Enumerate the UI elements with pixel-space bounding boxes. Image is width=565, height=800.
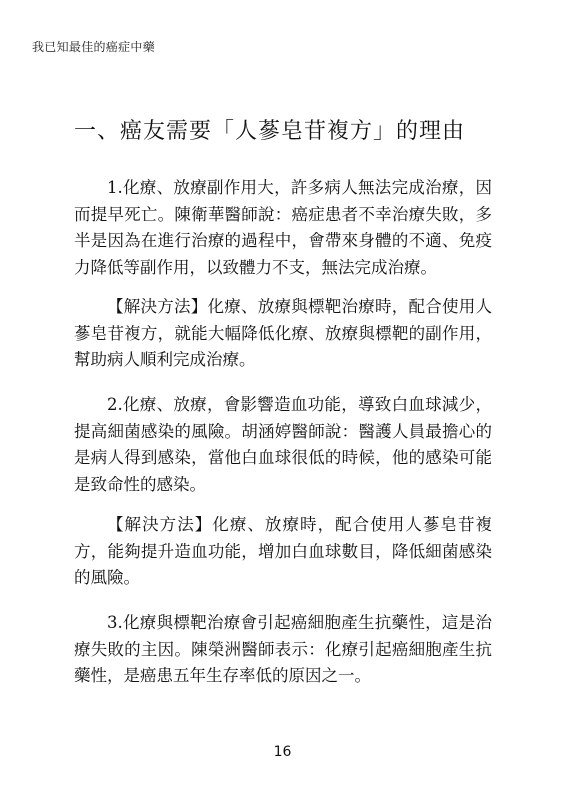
- solution-paragraph-1: 【解決方法】化療、放療與標靶治療時，配合使用人蔘皂苷複方，就能大幅降低化療、放療與標靶的副作用，幫助病人順利完成治療。: [74, 297, 492, 369]
- running-header: 我已知最佳的癌症中藥: [32, 40, 156, 54]
- page-number: 16: [273, 744, 292, 760]
- solution-paragraph-2: 【解決方法】化療、放療時，配合使用人蔘皂苷複方，能夠提升造血功能，增加白血球數目，降低細菌感染的風險。: [74, 515, 492, 587]
- chapter-title: 一、癌友需要「人蔘皂苷複方」的理由: [74, 119, 466, 144]
- body-paragraph-2: 2.化療、放療，會影響造血功能，導致白血球減少，提高細菌感染的風險。胡涵婷醫師說：醫護人員最擔心的是病人得到感染，當他白血球很低的時候，他的感染可能是致命性的感染。: [74, 395, 492, 494]
- body-paragraph-1: 1.化療、放療副作用大，許多病人無法完成治療，因而提早死亡。陳衛華醫師說：癌症患者不幸治療失敗，多半是因為在進行治療的過程中，會帶來身體的不適、免疫力降低等副作用，以致體力不支，無法完成治療。: [74, 178, 492, 277]
- body-paragraph-3: 3.化療與標靶治療會引起癌細胞產生抗藥性，這是治療失敗的主因。陳榮洲醫師表示：化療引起癌細胞產生抗藥性，是癌患五年生存率低的原因之一。: [74, 613, 492, 685]
